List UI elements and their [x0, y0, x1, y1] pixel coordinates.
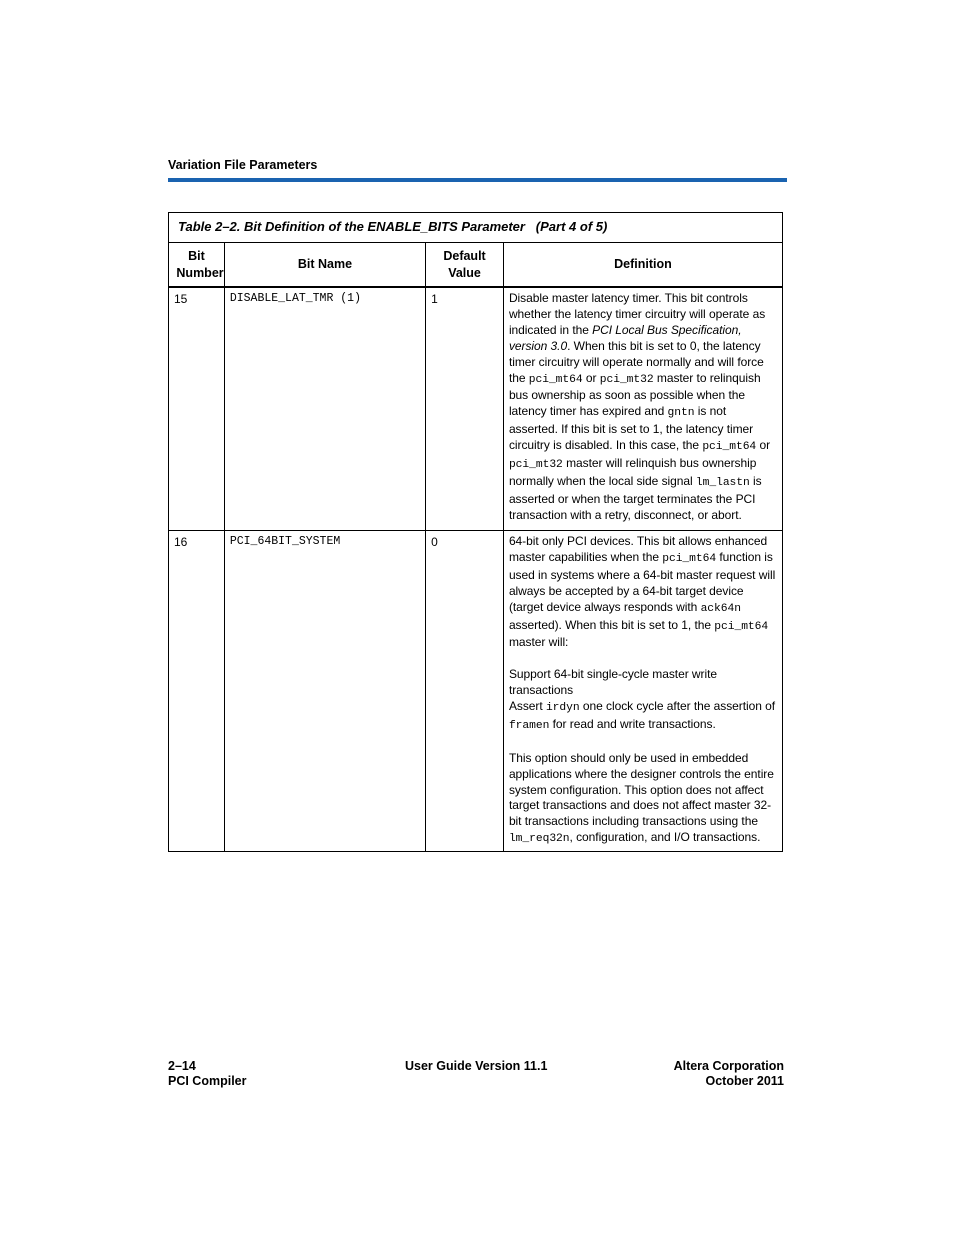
- table-header-row: [169, 243, 782, 288]
- publication-date: October 2011: [705, 1074, 784, 1088]
- definition-paragraph: Assert irdyn one clock cycle after the assertion of framen for read and write transactions.: [508, 699, 776, 732]
- footer-left: [168, 1059, 247, 1089]
- definition-paragraph: This option should only be used in embedded applications where the designer controls the entire system configuration. This option does not affect target transactions and does not affect master 32-bit transactions including transactions using the lm_req32n, configuration, and I/O transactions.: [508, 750, 774, 846]
- bit-name-cell: PCI_64BIT_SYSTEM: [225, 531, 426, 851]
- definition-cell: [504, 531, 782, 851]
- bit-definition-table: [168, 212, 783, 852]
- column-header-definition: Definition: [614, 257, 672, 271]
- column-header-bit-name: Bit Name: [225, 243, 426, 286]
- footer-right: [674, 1059, 784, 1089]
- page-number: 2–14: [168, 1059, 196, 1073]
- bit-number-cell: 15: [169, 288, 225, 530]
- company-name: Altera Corporation: [673, 1059, 784, 1073]
- section-title: Variation File Parameters: [168, 158, 318, 172]
- definition-paragraph: 64-bit only PCI devices. This bit allows enhanced master capabilities when the pci_mt64 function is used in systems where a 64-bit master request will always be accepted by a 64-bit target device (target device always responds with ack64n asserted). When this bit is set to 1, the pci_mt64 master will:: [508, 534, 776, 650]
- product-name: PCI Compiler: [168, 1074, 247, 1088]
- header-rule: [168, 178, 787, 182]
- definition-paragraph: Support 64-bit single-cycle master write transactions: [508, 667, 718, 698]
- column-header-default-value: Default Value: [426, 243, 504, 286]
- definition-paragraph: Disable master latency timer. This bit controls whether the latency timer circuitry will operate as indicated in the PCI Local Bus Specification, version 3.0. When this bit is set to 0, the latency timer circuitry will operate normally and will force the pci_mt64 or pci_mt32 master to relinquish bus ownership as soon as possible when the latency timer has expired and gntn is not asserted. If this bit is set to 1, the latency timer circuitry is disabled. In this case, the pci_mt64 or pci_mt32 master will relinquish bus ownership normally when the local side signal lm_lastn is asserted or when the target terminates the PCI transaction with a retry, disconnect, or abort.: [508, 291, 771, 522]
- footer-center: [405, 1059, 547, 1074]
- default-value-cell: 1: [426, 288, 504, 530]
- column-header-bit-number: Bit Number: [169, 243, 225, 286]
- table-caption: Table 2–2. Bit Definition of the ENABLE_BITS Parameter (Part 4 of 5): [169, 213, 782, 243]
- table-row: [169, 531, 782, 851]
- table-row: [169, 288, 782, 531]
- guide-version: User Guide Version 11.1: [405, 1059, 548, 1073]
- bit-name-cell: DISABLE_LAT_TMR (1): [225, 288, 426, 530]
- definition-cell: [504, 288, 782, 530]
- default-value-cell: 0: [426, 531, 504, 851]
- bit-number-cell: 16: [169, 531, 225, 851]
